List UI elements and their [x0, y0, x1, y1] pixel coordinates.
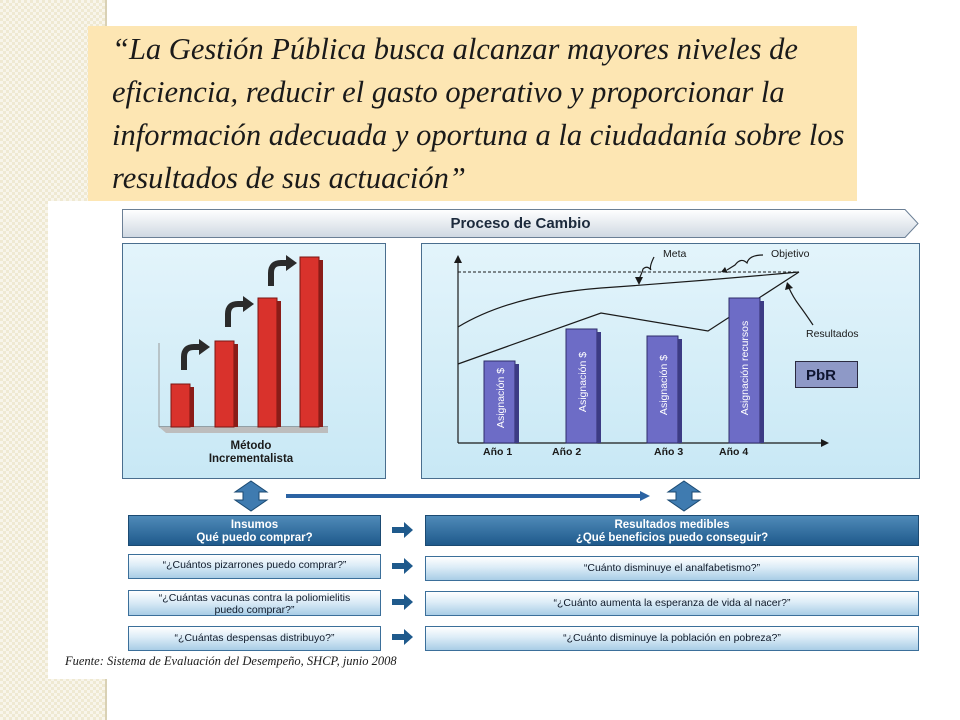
insumos-header [128, 515, 381, 546]
year-label-1: Año 1 [483, 446, 513, 458]
year-label-3: Año 3 [654, 446, 684, 458]
connector-arrowhead-icon [640, 491, 650, 501]
insumos-header-line1: Insumos [230, 519, 279, 531]
resultado-row-1-text: “Cuánto disminuye el analfabetismo?” [583, 562, 761, 574]
column-arrows [392, 518, 414, 648]
resultados-header [425, 515, 919, 546]
bar-3 [258, 298, 281, 427]
bar-label-3: Asignación $ [658, 354, 670, 416]
year-label-2: Año 2 [552, 446, 582, 458]
quote-text: “La Gestión Pública busca alcanzar mayores niveles de eficiencia, reducir el gasto operativo y proporcionar la información adecuada y oportuna a la ciudadanía sobre los resultados de sus actuación” [112, 32, 845, 195]
resultado-row-2-text: “¿Cuánto aumenta la esperanza de vida al nacer?” [553, 597, 791, 609]
arrow-right-icon [392, 594, 413, 610]
insumo-row-3-text: “¿Cuántas despensas distribuyo?” [174, 632, 335, 644]
resultados-header-line2: ¿Qué beneficios puedo conseguir? [575, 532, 769, 544]
transition-connector [230, 480, 710, 512]
insumo-row-2-text-line2: puedo comprar?” [214, 604, 295, 616]
method-caption-line1: Método [230, 440, 272, 452]
meta-label: Meta [663, 248, 687, 260]
right-double-arrow-icon [668, 481, 700, 511]
insumo-row-1 [128, 554, 381, 579]
pbr-box: PbR [795, 361, 858, 388]
objetivo-pointer-icon [727, 255, 763, 270]
growth-arrow-3-icon [271, 263, 287, 286]
source-note: Fuente: Sistema de Evaluación del Desempeño, SHCP, junio 2008 [65, 654, 397, 668]
insumo-row-2 [128, 590, 381, 616]
bar-label-4: Asignación recursos [739, 320, 751, 416]
arrow-right-icon [392, 629, 413, 645]
resultado-row-1 [425, 556, 919, 581]
meta-pointer-icon [639, 257, 654, 279]
arrow-right-icon [392, 522, 413, 538]
resultado-row-2 [425, 591, 919, 616]
bar-2 [215, 341, 238, 427]
resultados-header-line1: Resultados medibles [614, 519, 730, 531]
year-label-4: Año 4 [719, 446, 749, 458]
resultado-row-3 [425, 626, 919, 651]
growth-arrow-2-icon [228, 304, 244, 327]
budget-bars [484, 298, 764, 443]
bar-4 [300, 257, 323, 427]
bar-1 [171, 384, 194, 427]
method-caption-line2: Incrementalista [208, 453, 294, 465]
bar-label-1: Asignación $ [495, 367, 507, 429]
insumo-row-3 [128, 626, 381, 651]
insumos-header-line2: Qué puedo comprar? [196, 532, 313, 544]
growth-arrow-1-icon [184, 347, 200, 370]
resultado-row-3-text: “¿Cuánto disminuye la población en pobreza?” [563, 632, 781, 644]
bar-label-2: Asignación $ [577, 351, 589, 413]
resultados-label: Resultados [806, 328, 859, 340]
resultados-pointer-icon [789, 288, 813, 325]
insumo-row-2-text-line1: “¿Cuántas vacunas contra la poliomielitis [158, 592, 351, 604]
left-double-arrow-icon [235, 481, 267, 511]
arrow-right-icon [392, 558, 413, 574]
method-caption [196, 440, 306, 466]
insumo-row-1-text: “¿Cuántos pizarrones puedo comprar?” [162, 559, 347, 571]
banner-title: Proceso de Cambio [450, 215, 591, 232]
objetivo-label: Objetivo [771, 248, 810, 260]
